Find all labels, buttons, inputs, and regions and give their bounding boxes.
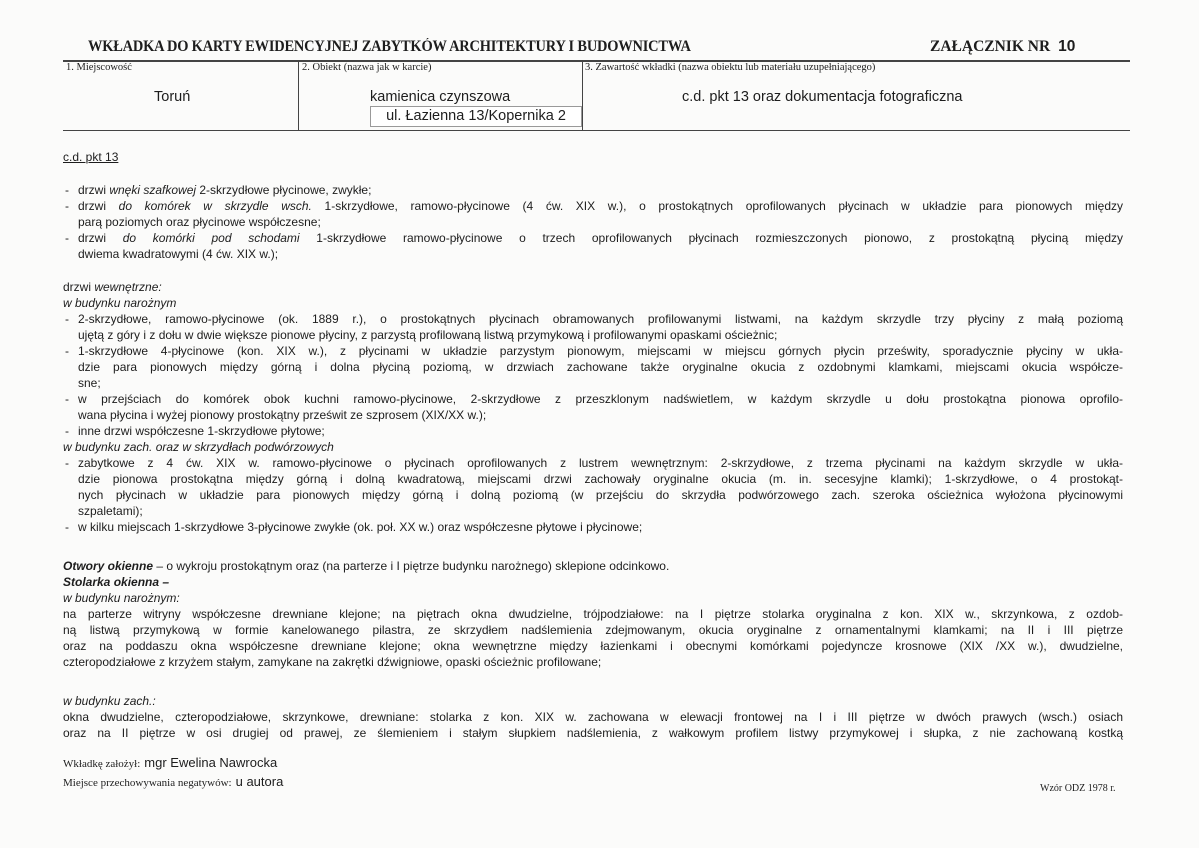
text-segment: drzwi xyxy=(78,183,110,197)
text-line xyxy=(78,327,1123,343)
text-line xyxy=(63,279,1123,295)
bullet-icon: - xyxy=(65,392,69,406)
text-segment: nych płycinach w układzie para pionowych między górną i dolną poziomą (w przejściu do skrzydła podwórzowego zach. szeroka ościeżnica wyłożona płycinowymi xyxy=(78,488,1123,502)
text-segment: dzie pionowa prostokątna między górną i dolną kwadratową, miejscami drzwi zachowały oryginalne okucia (m. in. secesyjne klamki); 1-skrzydłowe, o 4 prostokąt- xyxy=(78,472,1123,486)
text-line xyxy=(78,214,1123,230)
column-divider xyxy=(582,61,583,130)
text-line xyxy=(63,590,1123,606)
bullet-icon: - xyxy=(65,424,69,438)
place-label: 1. Miejscowość xyxy=(66,62,132,73)
text-segment: 2-skrzydłowe płycinowe, zwykłe; xyxy=(196,183,372,197)
text-line xyxy=(63,638,1123,654)
storage-value: u autora xyxy=(235,774,284,789)
text-segment: czteropodziałowe z krzyżem stałym, zamykane na zakrętki dźwigniowe, opaski ościeżnic profilowane; xyxy=(63,655,602,669)
text-segment: oraz na II piętrze w osi drugiej od prawej, ze ślemieniem i stałym słupkiem nadślemienia, z wałkowym profilem listwy przymykowej i słupka, z nie zachowaną kostką xyxy=(63,726,1123,740)
bullet-icon: - xyxy=(65,456,69,470)
italic-text: wewnętrzne: xyxy=(94,280,162,294)
content-label: 3. Zawartość wkładki (nazwa obiektu lub materiału uzupełniającego) xyxy=(585,62,876,73)
annex-label: ZAŁĄCZNIK NR xyxy=(930,38,1051,55)
column-divider xyxy=(298,61,299,130)
bullet-icon: - xyxy=(65,199,69,213)
bullet-icon: - xyxy=(65,520,69,534)
text-line xyxy=(63,606,1123,622)
text-segment: zabytkowe z 4 ćw. XIX w. ramowo-płycinowe o płycinach oprofilowanych z lustrem wewnętrznym: 2-skrzydłowe, z trzema płycinami na każdym skrzydle w ukła- xyxy=(78,456,1123,470)
text-segment: w przejściach do komórek obok kuchni ramowo-płycinowe, 2-skrzydłowe z przeszklonym nadświetlem, w każdym skrzydle u dołu prostokątna pionowa oprofilo- xyxy=(78,392,1123,406)
bullet-item-line xyxy=(65,230,1124,246)
bullet-icon: - xyxy=(65,312,69,326)
document-body xyxy=(63,149,1123,741)
text-line xyxy=(63,149,1123,165)
text-segment: w kilku miejscach 1-skrzydłowe 3-płycinowe zwykłe (ok. poł. XX w.) oraz współczesne płytowe i płycinowe; xyxy=(78,520,643,534)
text-segment: parą poziomych oraz płycinowe współczesne; xyxy=(78,215,321,229)
text-line xyxy=(63,295,1123,311)
italic-text: w budynku zach. oraz w skrzydłach podwórzowych xyxy=(63,440,334,454)
text-line xyxy=(63,725,1123,741)
text-line xyxy=(63,558,1123,574)
author-label: Wkładkę założył: xyxy=(63,758,141,770)
paragraph-gap xyxy=(63,535,1123,552)
text-line xyxy=(78,359,1123,375)
text-segment: 2-skrzydłowe, ramowo-płycinowe (ok. 1889 r.), o prostokątnych płycinach obramowanych profilowanymi listwami, na każdym skrzydle trzy płyciny z małą poziomą xyxy=(78,312,1123,326)
header-bottom-rule xyxy=(63,130,1130,131)
section-heading: Stolarka okienna – xyxy=(63,575,170,589)
document-title: WKŁADKA DO KARTY EWIDENCYJNEJ ZABYTKÓW ARCHITEKTURY I BUDOWNICTWA xyxy=(88,38,691,55)
place-value: Toruń xyxy=(154,89,191,105)
storage-label: Miejsce przechowywania negatywów: xyxy=(63,777,232,789)
bullet-item-line xyxy=(65,423,1123,439)
text-segment: 1-skrzydłowe ramowo-płycinowe o trzech oprofilowanych płycinach rozmieszczonych pionowo, z prostokątną płyciną między xyxy=(299,231,1124,245)
bullet-item-line xyxy=(65,311,1123,327)
bullet-item-line xyxy=(65,455,1123,471)
form-template-label: Wzór ODZ 1978 r. xyxy=(1040,783,1116,794)
text-segment: dwiema kwadratowymi (4 ćw. XIX w.); xyxy=(78,247,279,261)
text-line xyxy=(78,375,1123,391)
bullet-item-line xyxy=(65,343,1123,359)
text-segment: na parterze witryny współczesne drewniane klejone; na piętrach okna dwudzielne, trójpodziałowe: na I piętrze stolarka oryginalna z kon. XIX w., skrzynkowa, z ozdob- xyxy=(63,607,1123,621)
bullet-item-line xyxy=(65,182,1123,198)
text-segment: drzwi xyxy=(78,199,119,213)
footer xyxy=(63,754,283,792)
address-value: ul. Łazienna 13/Kopernika 2 xyxy=(370,106,582,127)
text-segment: 1-skrzydłowe, ramowo-płycinowe (4 ćw. XIX w.), o prostokątnych oprofilowanych płycinach w układzie para pionowych między xyxy=(311,199,1124,213)
paragraph-gap xyxy=(63,165,1123,182)
text-line xyxy=(63,574,1123,590)
text-segment: dzie para pionowych między górną i dolna płyciną poziomą, w drzwiach zachowane także oryginalne okucia z ozdobnymi klamkami, miejscami okucia współcze- xyxy=(78,360,1123,374)
bullet-icon: - xyxy=(65,231,69,245)
text-segment: sne; xyxy=(78,376,101,390)
text-segment: 1-skrzydłowe 4-płycinowe (kon. XIX w.), z płycinami w układzie parzystym pionowym, miejscami w miejscu górnych płycin prześwity, sporadycznie płyciny w ukła- xyxy=(78,344,1123,358)
italic-text: w budynku narożnym xyxy=(63,296,177,310)
text-segment: szpaletami); xyxy=(78,504,143,518)
bullet-icon: - xyxy=(65,344,69,358)
bullet-item-line xyxy=(65,391,1123,407)
text-segment: wana płycina i wyżej pionowy prostokątny prześwit ze szprosem (XIX/XX w.); xyxy=(78,408,487,422)
text-line xyxy=(78,407,1123,423)
bullet-item-line xyxy=(65,519,1123,535)
object-value: kamienica czynszowa xyxy=(370,89,511,105)
text-segment: ną listwą przymykową w formie kanelowanego pilastra, ze skrzydłem nadślemienia zdejmowanym, okucia oryginalne z ornamentalnymi klamkami; na II i III piętrze xyxy=(63,623,1123,637)
text-segment: drzwi xyxy=(63,280,95,294)
annex-number xyxy=(930,38,1075,56)
italic-text: wnęki szafkowej xyxy=(109,183,197,197)
text-line xyxy=(63,654,1123,670)
text-line xyxy=(63,693,1123,709)
text-line xyxy=(78,503,1123,519)
text-line xyxy=(63,709,1123,725)
bullet-icon: - xyxy=(65,183,69,197)
text-segment: drzwi xyxy=(78,231,123,245)
italic-text: do komórek w skrzydle wsch. xyxy=(118,199,312,213)
paragraph-gap xyxy=(63,670,1123,687)
paragraph-gap xyxy=(63,262,1123,279)
text-line xyxy=(78,471,1123,487)
text-line xyxy=(78,487,1123,503)
bullet-item-line xyxy=(65,198,1124,214)
italic-text: do komórki pod schodami xyxy=(122,231,300,245)
object-label: 2. Obiekt (nazwa jak w karcie) xyxy=(302,62,432,73)
text-segment: ujętą z góry i z dołu w dwie większe pionowe płyciny, z parzystą profilowaną listwą przymykową i profilowanymi opaskami ościeżnic; xyxy=(78,328,778,342)
text-line xyxy=(63,622,1123,638)
text-segment: – o wykroju prostokątnym oraz (na parterze i I piętrze budynku narożnego) sklepione odcinkowo. xyxy=(153,559,670,573)
content-value: c.d. pkt 13 oraz dokumentacja fotograficzna xyxy=(682,89,963,105)
text-segment: inne drzwi współczesne 1-skrzydłowe płytowe; xyxy=(78,424,325,438)
italic-text: w budynku narożnym: xyxy=(63,591,180,605)
italic-text: w budynku zach.: xyxy=(63,694,156,708)
text-segment: okna dwudzielne, czteropodziałowe, skrzynkowe, drewniane: stolarka z kon. XIX w. zachowana w elewacji frontowej na I i III piętrze w dwóch prawych (wsch.) osiach xyxy=(63,710,1123,724)
text-line xyxy=(63,439,1123,455)
author-value: mgr Ewelina Nawrocka xyxy=(144,755,278,770)
text-line xyxy=(78,246,1123,262)
text-segment: oraz na poddaszu okna współczesne drewniane klejone; okna wewnętrzne między łazienkami i obecnymi komórkami pojedyncze krosnowe (XIX /XX w.), dwudzielne, xyxy=(63,639,1123,653)
annex-number-value: 10 xyxy=(1058,38,1076,55)
text-segment: c.d. pkt 13 xyxy=(63,150,119,164)
section-heading: Otwory okienne xyxy=(63,559,154,573)
